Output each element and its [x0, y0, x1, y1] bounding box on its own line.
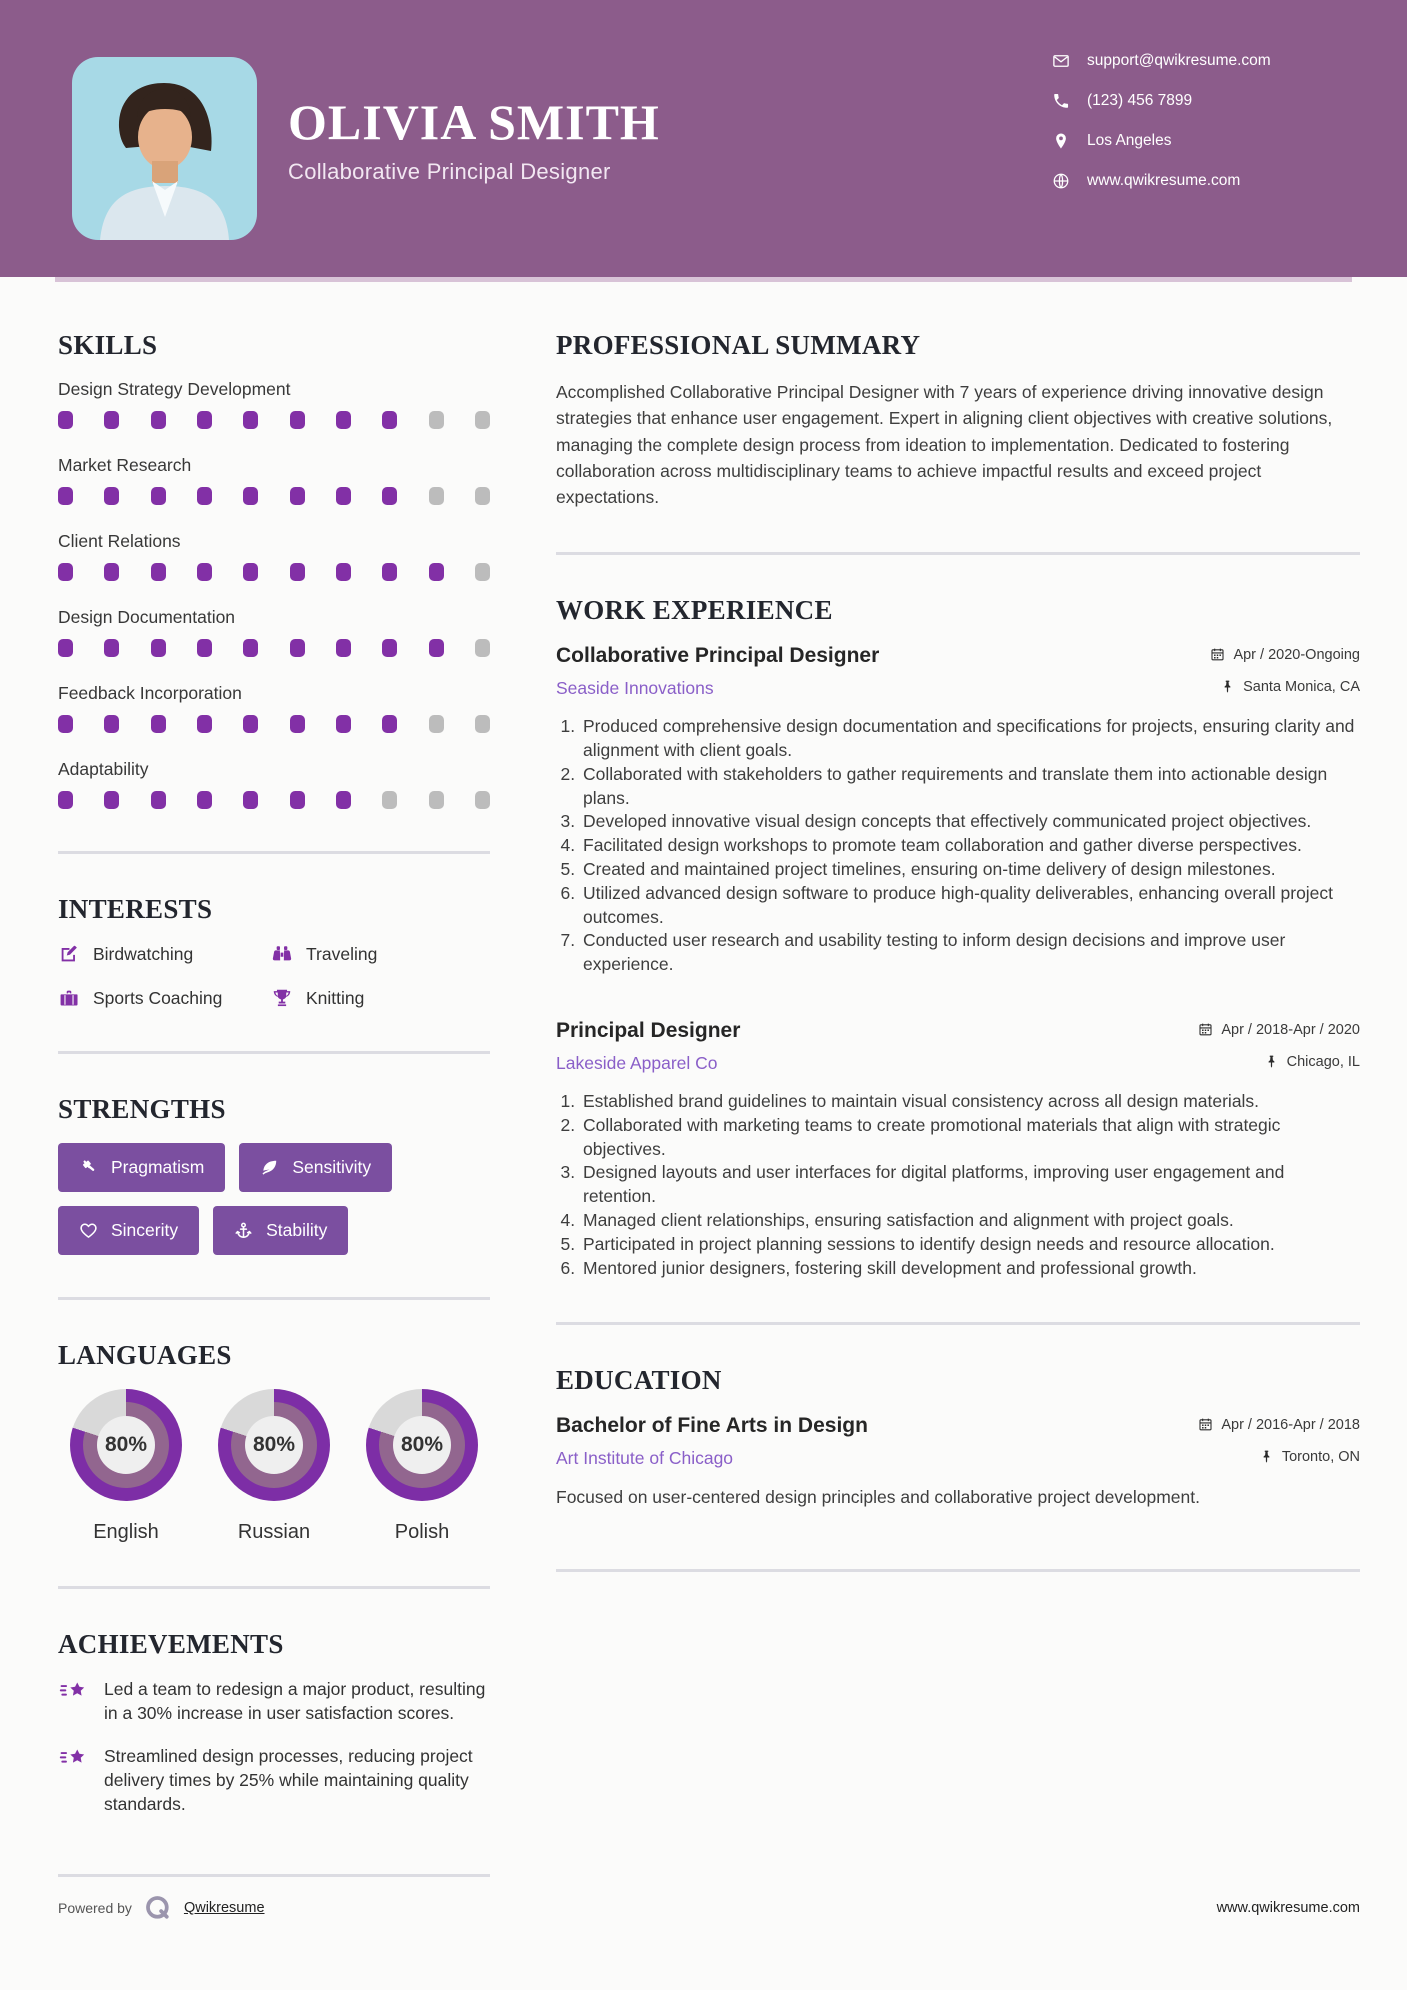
language-item [360, 1389, 484, 1544]
phone-icon [1052, 92, 1070, 110]
education-dates-text: Apr / 2016-Apr / 2018 [1221, 1416, 1360, 1433]
strength-label: Stability [266, 1220, 328, 1240]
skill-dot [290, 791, 305, 809]
contact-list [1052, 52, 1271, 212]
skill-dot [336, 563, 351, 581]
language-label: English [93, 1521, 159, 1543]
job-bullet: 1. Established brand guidelines to maintain visual consistency across all design materials. [580, 1090, 1360, 1114]
header [0, 0, 1407, 277]
divider [58, 1297, 490, 1300]
language-donut [366, 1389, 478, 1501]
job-bullet: 1. Produced comprehensive design documentation and specifications for projects, ensuring clarity and alignment with client goals. [580, 715, 1360, 763]
donut-inner-ring [83, 1402, 169, 1488]
skill-dot [290, 487, 305, 505]
skill-label: Client Relations [58, 531, 181, 551]
job-bullet: 2. Collaborated with marketing teams to create promotional materials that align with strategic objectives. [580, 1114, 1360, 1162]
achievements-heading: ACHIEVEMENTS [58, 1629, 284, 1659]
job-dates-text: Apr / 2018-Apr / 2020 [1221, 1021, 1360, 1038]
skills-list [58, 379, 490, 809]
skills-heading: SKILLS [58, 330, 158, 360]
interest-item [271, 943, 490, 965]
contact-text: support@qwikresume.com [1087, 52, 1271, 69]
edit-icon [58, 943, 80, 965]
skill-dot [151, 563, 166, 581]
skill-label: Design Strategy Development [58, 379, 291, 399]
job-title: Principal Designer [556, 1019, 741, 1043]
contact-row [1052, 92, 1271, 110]
skill-dot [197, 411, 212, 429]
skill-dot [104, 715, 119, 733]
skill-label: Market Research [58, 455, 192, 475]
pin-icon [1264, 1054, 1279, 1069]
job-bullets [556, 715, 1360, 977]
skill-dot [197, 639, 212, 657]
skill-item [58, 759, 490, 809]
skill-dot [290, 563, 305, 581]
job-bullet: 3. Developed innovative visual design concepts that effectively communicated project objectives. [580, 810, 1360, 834]
strength-badge [239, 1143, 392, 1192]
strengths-section [58, 1094, 490, 1255]
skill-dot [151, 639, 166, 657]
interest-item [58, 943, 271, 965]
job-bullet: 4. Managed client relationships, ensuring satisfaction and alignment with project goals. [580, 1209, 1360, 1233]
skill-dots [58, 411, 490, 429]
location-icon [1052, 132, 1070, 150]
job-dates [1198, 1022, 1360, 1038]
language-item [64, 1389, 188, 1544]
education-header [556, 1414, 1360, 1438]
achievement-item [58, 1745, 490, 1816]
job-entry [556, 1019, 1360, 1280]
skill-dot [429, 639, 444, 657]
strength-badge [213, 1206, 348, 1255]
shooting-star-icon [58, 1746, 90, 1772]
gavel-icon [79, 1158, 98, 1177]
calendar-icon [1198, 1417, 1213, 1432]
languages-list [58, 1389, 490, 1544]
job-location [1220, 679, 1360, 695]
shooting-star-icon [58, 1679, 90, 1705]
job-bullet: 3. Designed layouts and user interfaces for digital platforms, improving user engagement and retention. [580, 1161, 1360, 1209]
divider [58, 1874, 490, 1877]
globe-icon [1052, 172, 1070, 190]
portrait-illustration [72, 57, 257, 240]
skill-item [58, 683, 490, 733]
skill-dot [475, 715, 490, 733]
anchor-icon [234, 1221, 253, 1240]
divider [58, 851, 490, 854]
donut-percent-label: 80% [245, 1416, 303, 1474]
skill-dot [104, 563, 119, 581]
skill-dot [104, 791, 119, 809]
contact-text: (123) 456 7899 [1087, 92, 1193, 109]
contact-text: www.qwikresume.com [1087, 172, 1241, 189]
skill-dot [104, 411, 119, 429]
strength-badge [58, 1143, 225, 1192]
identity-block [288, 96, 660, 185]
skill-dot [151, 715, 166, 733]
languages-heading: LANGUAGES [58, 1340, 232, 1370]
skill-dot [336, 791, 351, 809]
skill-label: Adaptability [58, 759, 149, 779]
skill-dot [475, 563, 490, 581]
skill-dot [382, 791, 397, 809]
skill-dot [58, 487, 73, 505]
heart-icon [79, 1221, 98, 1240]
strength-label: Sensitivity [292, 1157, 372, 1177]
job-header [556, 1019, 1360, 1043]
skill-dot [382, 639, 397, 657]
donut-inner-ring [379, 1402, 465, 1488]
job-company: Seaside Innovations [556, 678, 714, 699]
skill-dot [336, 639, 351, 657]
qwikresume-logo-icon [143, 1893, 173, 1923]
skill-dot [382, 411, 397, 429]
divider [556, 552, 1360, 555]
skill-dot [243, 639, 258, 657]
divider [556, 1322, 1360, 1325]
right-column [556, 330, 1360, 1917]
education-description: Focused on user-centered design principles and collaborative project development. [556, 1487, 1200, 1508]
skill-dots [58, 715, 490, 733]
footer [58, 1893, 1360, 1923]
skill-dot [58, 791, 73, 809]
interest-label: Knitting [306, 987, 365, 1008]
interests-list [58, 943, 490, 1009]
skill-dot [104, 487, 119, 505]
briefcase-icon [58, 987, 80, 1009]
leaf-icon [260, 1158, 279, 1177]
strength-label: Pragmatism [111, 1157, 205, 1177]
language-donut [70, 1389, 182, 1501]
trophy-icon [271, 987, 293, 1009]
donut-percent-label: 80% [97, 1416, 155, 1474]
skill-item [58, 379, 490, 429]
contact-text: Los Angeles [1087, 132, 1172, 149]
languages-section [58, 1340, 490, 1544]
summary-section [556, 330, 1360, 510]
contact-row [1052, 172, 1271, 190]
skill-dot [290, 715, 305, 733]
experience-section [556, 595, 1360, 1280]
skill-dot [429, 791, 444, 809]
strengths-heading: STRENGTHS [58, 1094, 226, 1124]
job-bullet: 2. Collaborated with stakeholders to gather requirements and translate them into actionable design plans. [580, 763, 1360, 811]
job-subheader [556, 1053, 1360, 1074]
pin-icon [1259, 1449, 1274, 1464]
contact-row [1052, 52, 1271, 70]
interest-label: Birdwatching [93, 943, 194, 964]
skill-dot [197, 563, 212, 581]
job-header [556, 644, 1360, 668]
person-name: OLIVIA SMITH [288, 94, 660, 150]
skill-dot [243, 563, 258, 581]
skill-dot [336, 411, 351, 429]
skill-dot [429, 715, 444, 733]
skill-dot [475, 487, 490, 505]
summary-text: Accomplished Collaborative Principal Designer with 7 years of experience driving innovative design strategies that enhance user engagement. Expert in aligning client objectives with creative solutions, managing the complete design process from ideation to implementation. Dedicated to fostering collaboration across multidisciplinary teams to achieve impactful results and exceed project expectations. [556, 382, 1333, 507]
job-bullet: 4. Facilitated design workshops to promote team collaboration and gather diverse perspectives. [580, 834, 1360, 858]
skill-dots [58, 563, 490, 581]
left-column [58, 330, 490, 1917]
job-bullet: 5. Participated in project planning sessions to identify design needs and resource allocation. [580, 1233, 1360, 1257]
skill-dot [382, 715, 397, 733]
profile-photo [72, 57, 257, 240]
footer-website: www.qwikresume.com [1216, 1900, 1360, 1916]
interest-label: Sports Coaching [93, 987, 223, 1008]
skill-dot [197, 487, 212, 505]
skill-dot [151, 487, 166, 505]
job-bullet: 6. Utilized advanced design software to produce high-quality deliverables, enhancing overall project outcomes. [580, 882, 1360, 930]
skill-item [58, 531, 490, 581]
education-heading: EDUCATION [556, 1365, 722, 1396]
skill-dots [58, 487, 490, 505]
skill-dot [58, 411, 73, 429]
skill-dot [58, 639, 73, 657]
person-job-title: Collaborative Principal Designer [288, 158, 611, 184]
skill-dot [243, 791, 258, 809]
job-location-text: Santa Monica, CA [1243, 678, 1360, 695]
powered-by-label: Powered by [58, 1900, 132, 1916]
education-subheader [556, 1448, 1360, 1469]
content [0, 282, 1407, 1917]
skill-dot [475, 639, 490, 657]
job-bullet: 5. Created and maintained project timelines, ensuring on-time delivery of design milestones. [580, 858, 1360, 882]
job-dates-text: Apr / 2020-Ongoing [1233, 646, 1360, 663]
education-location [1259, 1449, 1360, 1465]
skill-item [58, 455, 490, 505]
language-label: Polish [394, 1521, 450, 1543]
interests-section [58, 894, 490, 1009]
skill-dot [197, 791, 212, 809]
job-location-text: Chicago, IL [1286, 1053, 1360, 1070]
skill-dot [336, 487, 351, 505]
strength-badge [58, 1206, 199, 1255]
job-entry [556, 644, 1360, 977]
job-bullet: 7. Conducted user research and usability testing to inform design decisions and improve user experience. [580, 929, 1360, 977]
skill-dot [429, 411, 444, 429]
donut-percent-label: 80% [393, 1416, 451, 1474]
divider [556, 1569, 1360, 1572]
skill-item [58, 607, 490, 657]
education-degree: Bachelor of Fine Arts in Design [556, 1414, 868, 1438]
job-dates [1210, 647, 1360, 663]
skill-label: Design Documentation [58, 607, 236, 627]
education-school: Art Institute of Chicago [556, 1448, 734, 1469]
interest-item [58, 987, 271, 1009]
job-bullet: 6. Mentored junior designers, fostering skill development and professional growth. [580, 1257, 1360, 1281]
achievements-list [58, 1678, 490, 1816]
skill-dot [58, 715, 73, 733]
skill-dot [382, 487, 397, 505]
achievements-section [58, 1629, 490, 1816]
qwikresume-link[interactable]: Qwikresume [183, 1900, 265, 1916]
job-bullets [556, 1090, 1360, 1280]
skill-dot [151, 791, 166, 809]
achievement-text: Led a team to redesign a major product, resulting in a 30% increase in user satisfaction scores. [104, 1679, 486, 1723]
skill-dot [336, 715, 351, 733]
skill-dot [290, 411, 305, 429]
job-location [1264, 1054, 1360, 1070]
job-title: Collaborative Principal Designer [556, 644, 880, 668]
interest-item [271, 987, 490, 1009]
job-subheader [556, 678, 1360, 699]
skill-dots [58, 639, 490, 657]
footer-branding [58, 1893, 265, 1923]
skill-dot [290, 639, 305, 657]
strengths-list [58, 1143, 490, 1255]
email-icon [1052, 52, 1070, 70]
divider [58, 1051, 490, 1054]
interests-heading: INTERESTS [58, 894, 213, 924]
skill-dot [382, 563, 397, 581]
skill-dot [243, 715, 258, 733]
binoculars-icon [271, 943, 293, 965]
skill-dot [197, 715, 212, 733]
skill-dot [151, 411, 166, 429]
achievement-text: Streamlined design processes, reducing project delivery times by 25% while maintaining quality standards. [104, 1746, 473, 1814]
skill-dot [104, 639, 119, 657]
skill-label: Feedback Incorporation [58, 683, 242, 703]
jobs-list [556, 644, 1360, 1280]
divider [58, 1586, 490, 1589]
skill-dot [429, 563, 444, 581]
experience-heading: WORK EXPERIENCE [556, 595, 833, 626]
strength-label: Sincerity [111, 1220, 179, 1240]
education-dates [1198, 1417, 1360, 1433]
achievement-item [58, 1678, 490, 1725]
contact-row [1052, 132, 1271, 150]
skill-dots [58, 791, 490, 809]
language-label: Russian [237, 1521, 311, 1543]
skill-dot [243, 411, 258, 429]
calendar-icon [1210, 647, 1225, 662]
skill-dot [58, 563, 73, 581]
skill-dot [429, 487, 444, 505]
summary-heading: PROFESSIONAL SUMMARY [556, 330, 921, 360]
education-location-text: Toronto, ON [1281, 1448, 1360, 1465]
job-company: Lakeside Apparel Co [556, 1053, 718, 1074]
language-item [212, 1389, 336, 1544]
skill-dot [475, 791, 490, 809]
interest-label: Traveling [306, 943, 378, 964]
language-donut [218, 1389, 330, 1501]
education-section [556, 1365, 1360, 1510]
skills-section [58, 330, 490, 809]
skill-dot [475, 411, 490, 429]
skill-dot [243, 487, 258, 505]
calendar-icon [1198, 1022, 1213, 1037]
pin-icon [1220, 679, 1235, 694]
donut-inner-ring [231, 1402, 317, 1488]
